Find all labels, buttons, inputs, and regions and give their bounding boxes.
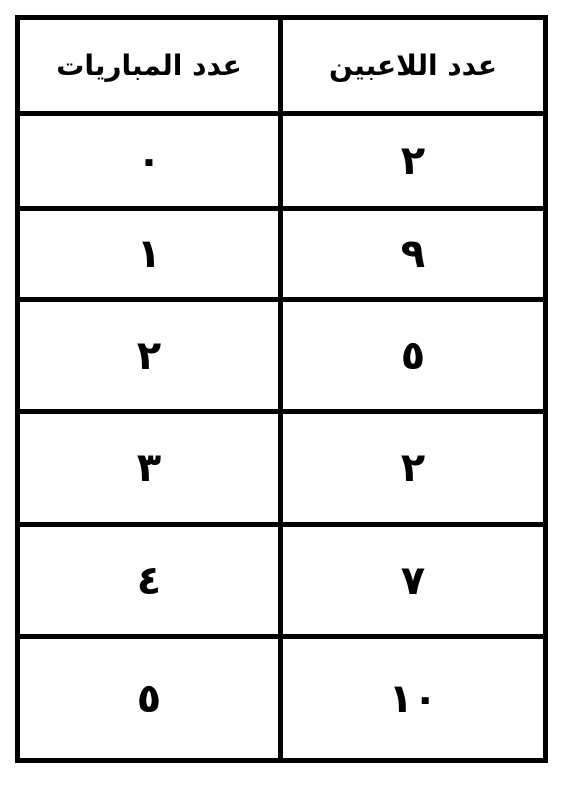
- cell-matches: ١: [18, 208, 281, 299]
- cell-players: ٢: [281, 114, 546, 208]
- table-row: [18, 412, 546, 525]
- cell-players: ٩: [281, 208, 546, 299]
- cell-matches: ٣: [18, 412, 281, 525]
- cell-players: ٧: [281, 524, 546, 637]
- cell-matches: ٠: [18, 114, 281, 208]
- table-row: [18, 524, 546, 637]
- table-header-row: [18, 18, 546, 114]
- table-row: [18, 299, 546, 412]
- cell-players: ٢: [281, 412, 546, 525]
- cell-matches: ٥: [18, 637, 281, 761]
- cell-matches: ٤: [18, 524, 281, 637]
- cell-players: ١٠: [281, 637, 546, 761]
- header-matches-count: عدد المباريات: [18, 18, 281, 114]
- cell-matches: ٢: [18, 299, 281, 412]
- table-row: [18, 637, 546, 761]
- header-players-count: عدد اللاعبين: [281, 18, 546, 114]
- table-row: [18, 208, 546, 299]
- cell-players: ٥: [281, 299, 546, 412]
- table-row: [18, 114, 546, 208]
- frequency-table: [15, 15, 548, 763]
